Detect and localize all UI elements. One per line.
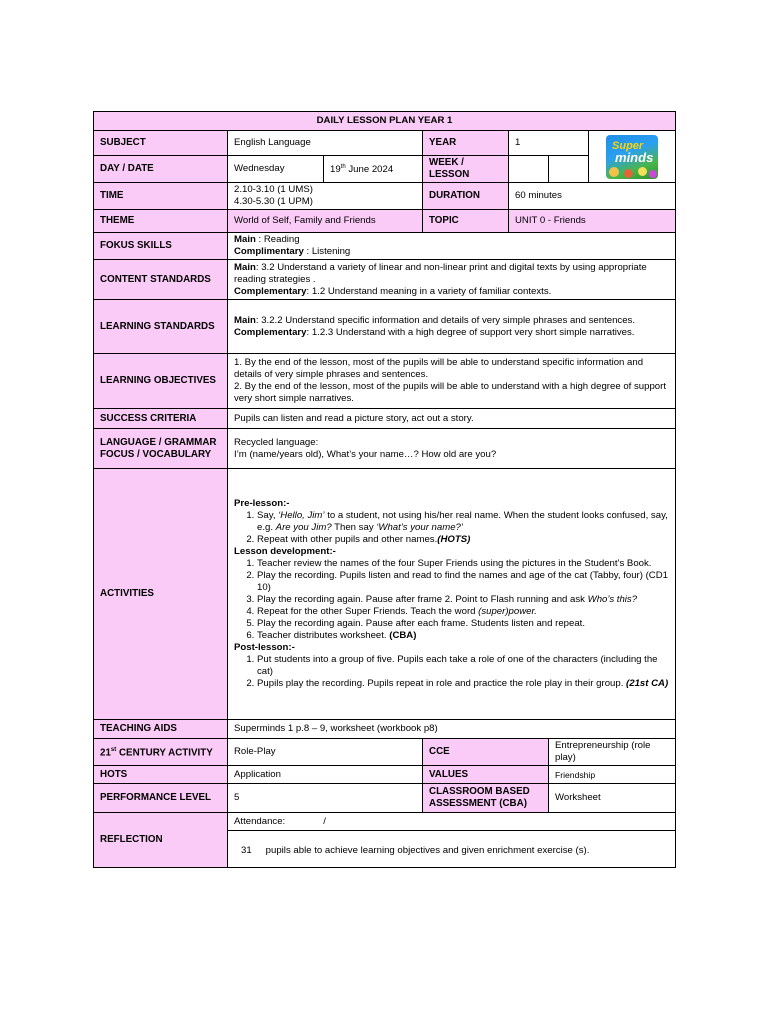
theme-value: World of Self, Family and Friends xyxy=(228,210,423,233)
performance-level-label: PERFORMANCE LEVEL xyxy=(94,784,228,813)
learning-standards-label: LEARNING STANDARDS xyxy=(94,300,228,354)
logo-character-icon xyxy=(649,170,657,178)
theme-label: THEME xyxy=(94,210,228,233)
date-value: 19th June 2024 xyxy=(324,156,423,183)
week-lesson-label: WEEK / LESSON xyxy=(423,156,509,183)
learning-objectives-value: 1. By the end of the lesson, most of the pupils will be able to understand specific information and details of very simple phrases and sentences. 2. By the end of the lesson, most of the pupils will be able to understand with a high degree of support very short simple narratives. xyxy=(228,354,676,409)
cba-label: CLASSROOM BASED ASSESSMENT (CBA) xyxy=(423,784,549,813)
superminds-logo xyxy=(606,135,658,179)
subject-label: SUBJECT xyxy=(94,131,228,156)
time-value: 2.10-3.10 (1 UMS) 4.30-5.30 (1 UPM) xyxy=(228,183,423,210)
learning-objectives-label: LEARNING OBJECTIVES xyxy=(94,354,228,409)
list-item: 6. Teacher distributes worksheet. (CBA) xyxy=(257,630,669,642)
hots-label: HOTS xyxy=(94,766,228,784)
list-item: 5. Play the recording again. Pause after each frame. Students listen and repeat. xyxy=(257,618,669,630)
pre-lesson-list xyxy=(234,510,669,546)
logo-text-minds: minds xyxy=(615,149,654,165)
content-standards-label: CONTENT STANDARDS xyxy=(94,260,228,300)
topic-value: UNIT 0 - Friends xyxy=(509,210,676,233)
list-item: 1. Put students into a group of five. Pupils each take a role of one of the characters (including the cat) xyxy=(257,654,669,678)
duration-label: DURATION xyxy=(423,183,509,210)
language-focus-value: Recycled language: I’m (name/years old), What’s your name…? How old are you? xyxy=(228,429,676,469)
hots-value: Application xyxy=(228,766,423,784)
subject-value: English Language xyxy=(228,131,423,156)
list-item: 2. Pupils play the recording. Pupils repeat in role and practice the role play in their group. (21st CA) xyxy=(257,678,669,690)
list-item: 1. Say, ‘Hello, Jim’ to a student, not using his/her real name. When the student looks confused, say, e.g. Are you Jim? Then say ‘What’s your name?’ xyxy=(257,510,669,534)
logo-cell xyxy=(589,131,676,183)
learning-standards-value: Main: 3.2.2 Understand specific information and details of very simple phrases and sentences. Complementary: 1.2.3 Understand with a high degree of support very short simple narratives. xyxy=(228,300,676,354)
list-item: 4. Repeat for the other Super Friends. Teach the word (super)power. xyxy=(257,606,669,618)
cce-value: Entrepreneurship (role play) xyxy=(549,739,676,766)
activities-value xyxy=(228,469,676,720)
page-title: DAILY LESSON PLAN YEAR 1 xyxy=(94,112,676,131)
century-activity-value: Role-Play xyxy=(228,739,423,766)
logo-character-icon xyxy=(609,167,619,177)
year-label: YEAR xyxy=(423,131,509,156)
pre-lesson-heading: Pre-lesson:- xyxy=(234,498,290,509)
list-item: 1. Teacher review the names of the four Super Friends using the pictures in the Student’s Book. xyxy=(257,558,669,570)
reflection-label: REFLECTION xyxy=(94,813,228,868)
language-focus-label: LANGUAGE / GRAMMAR FOCUS / VOCABULARY xyxy=(94,429,228,469)
lesson-value xyxy=(549,156,589,183)
day-value: Wednesday xyxy=(228,156,324,183)
list-item: 2. Play the recording. Pupils listen and read to find the names and age of the cat (Tabby, four) (CD1 10) xyxy=(257,570,669,594)
list-item: 2. Repeat with other pupils and other names.(HOTS) xyxy=(257,534,669,546)
teaching-aids-label: TEACHING AIDS xyxy=(94,720,228,739)
logo-text-super: Super xyxy=(612,139,644,152)
duration-value: 60 minutes xyxy=(509,183,676,210)
attendance-field: Attendance: / xyxy=(228,813,676,831)
content-standards-value: Main: 3.2 Understand a variety of linear and non-linear print and digital texts by using appropriate reading strategies . Complementary: 1.2 Understand meaning in a variety of familiar contexts. xyxy=(228,260,676,300)
reflection-value: 31 pupils able to achieve learning objectives and given enrichment exercise (s). xyxy=(228,831,676,868)
post-lesson-list xyxy=(234,654,669,690)
day-date-label: DAY / DATE xyxy=(94,156,228,183)
century-activity-label: 21st CENTURY ACTIVITY xyxy=(94,739,228,766)
values-label: VALUES xyxy=(423,766,549,784)
year-value: 1 xyxy=(509,131,589,156)
focus-skills-value: Main : Reading Complimentary : Listening xyxy=(228,233,676,260)
topic-label: TOPIC xyxy=(423,210,509,233)
logo-character-icon xyxy=(624,169,633,178)
week-value xyxy=(509,156,549,183)
lesson-development-list xyxy=(234,558,669,642)
activities-label: ACTIVITIES xyxy=(94,469,228,720)
success-criteria-label: SUCCESS CRITERIA xyxy=(94,409,228,429)
lesson-development-heading: Lesson development:- xyxy=(234,546,336,557)
cce-label: CCE xyxy=(423,739,549,766)
cba-value: Worksheet xyxy=(549,784,676,813)
success-criteria-value: Pupils can listen and read a picture story, act out a story. xyxy=(228,409,676,429)
teaching-aids-value: Superminds 1 p.8 – 9, worksheet (workbook p8) xyxy=(228,720,676,739)
performance-level-value: 5 xyxy=(228,784,423,813)
time-label: TIME xyxy=(94,183,228,210)
values-value: Friendship xyxy=(549,766,676,784)
post-lesson-heading: Post-lesson:- xyxy=(234,642,295,653)
focus-skills-label: FOKUS SKILLS xyxy=(94,233,228,260)
lesson-plan-table xyxy=(93,111,676,868)
list-item: 3. Play the recording again. Pause after frame 2. Point to Flash running and ask Who’s this? xyxy=(257,594,669,606)
logo-character-icon xyxy=(638,167,647,176)
